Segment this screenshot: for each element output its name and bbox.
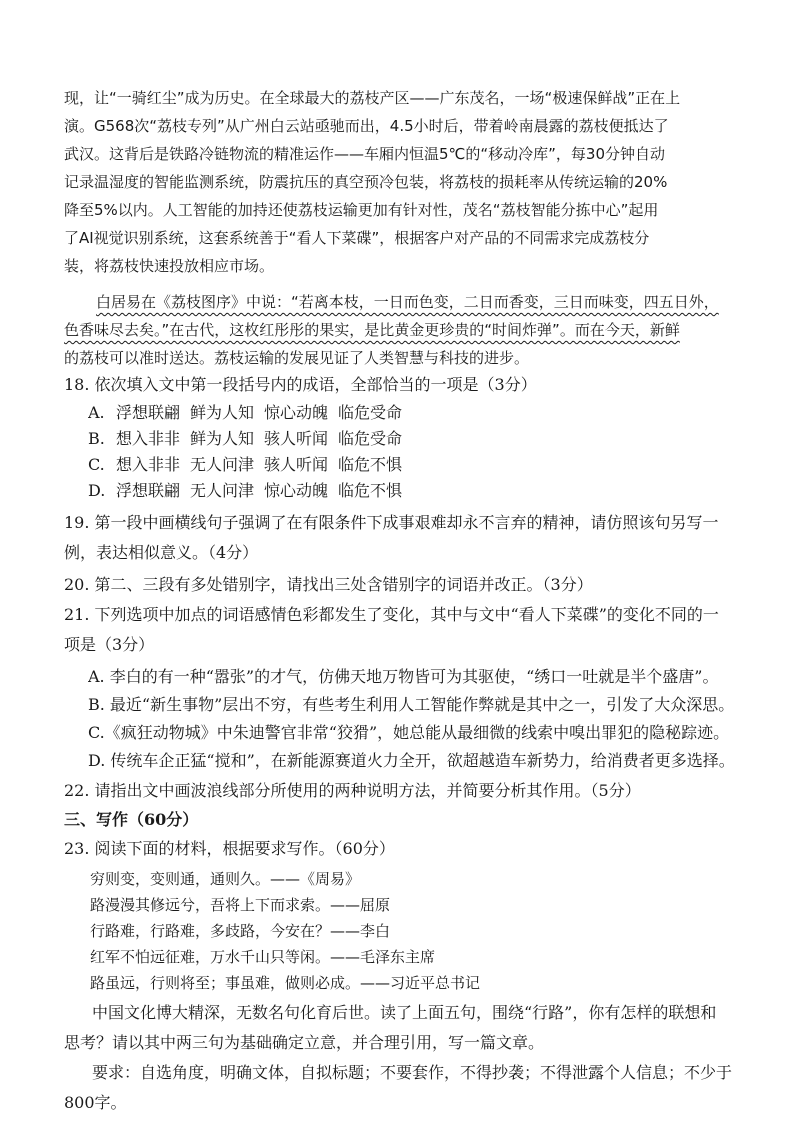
passage-paragraph-2 <box>64 288 794 372</box>
question-18-option-d <box>88 478 788 504</box>
passage-line: 了AI视觉识别系统，这套系统善于“看人下菜碟”，根据客户对产品的不同需求完成荔枝分 <box>64 229 650 247</box>
option-word: 临危受命 <box>338 403 403 422</box>
question-line: 19. 第一段中画横线句子强调了在有限条件下成事艰难却永不言弃的精神，请仿照该句另写一 <box>64 513 719 532</box>
option-letter: A. <box>88 403 105 422</box>
quote-item: 行路难，行路难，多歧路，今安在？——李白 <box>90 922 391 940</box>
option-word: 惊心动魄 <box>264 481 329 500</box>
writing-prompt <box>64 998 784 1058</box>
option-word: 惊心动魄 <box>264 403 329 422</box>
question-line: 22. 请指出文中画波浪线部分所使用的两种说明方法，并简要分析其作用。（5分） <box>64 781 641 800</box>
question-20 <box>64 570 784 600</box>
passage-line <box>64 316 794 344</box>
passage-line: 记录温湿度的智能监测系统，防震抗压的真空预冷包装，将荔枝的损耗率从传统运输的20% <box>64 173 668 191</box>
option-word: 临危受命 <box>338 429 403 448</box>
option-word: 骇人听闻 <box>264 429 329 448</box>
option-word: 无人问津 <box>190 455 255 474</box>
question-21 <box>64 600 784 660</box>
option-word: 想入非非 <box>116 455 181 474</box>
quote-item: 穷则变，变则通，通则久。——《周易》 <box>90 870 361 888</box>
question-19 <box>64 508 784 568</box>
quote-item: 路虽远，行则将至；事虽难，做则必成。——习近平总书记 <box>90 974 481 992</box>
question-18-option-a <box>88 400 788 426</box>
option-word: 骇人听闻 <box>264 455 329 474</box>
passage-wavy-line: 色香味尽去矣。”在古代，这枚红彤彤的果实，是比黄金更珍贵的“时间炸弹”。而在今天，新鲜 <box>64 321 680 339</box>
question-line: 例，表达相似意义。（4分） <box>64 543 259 562</box>
question-21-option-d: D. 传统车企正猛“搅和”，在新能源赛道火力全开，欲超越造车新势力，给消费者更多选择。 <box>88 751 735 770</box>
passage-line: 降至5%以内。人工智能的加持还使荔枝运输更加有针对性，茂名“荔枝智能分拣中心”起用 <box>64 201 659 219</box>
option-letter: B. <box>88 429 105 448</box>
option-word: 想入非非 <box>116 429 181 448</box>
question-21-option-c: C.《疯狂动物城》中朱迪警官非常“狡猾”，她总能从最细微的线索中嗅出罪犯的隐秘踪迹。 <box>88 723 730 742</box>
requirement-line: 要求：自选角度，明确文体，自拟标题；不要套作，不得抄袭；不得泄露个人信息；不少于 <box>92 1063 733 1082</box>
question-line: 20. 第二、三段有多处错别字，请找出三处含错别字的词语并改正。（3分） <box>64 575 593 594</box>
writing-requirement <box>64 1058 784 1118</box>
option-word: 浮想联翩 <box>116 481 181 500</box>
passage-line: 武汉。这背后是铁路冷链物流的精准运作——车厢内恒温5℃的“移动冷库”，每30分钟自动 <box>64 145 666 163</box>
question-22 <box>64 776 784 806</box>
question-18-option-c <box>88 452 788 478</box>
option-word: 无人问津 <box>190 481 255 500</box>
passage-wavy-line: 白居易在《荔枝图序》中说：“若离本枝，一日而色变，二日而香变，三日而味变，四五日外， <box>96 293 719 311</box>
passage-line: 演。G568次“荔枝专列”从广州白云站亟驰而出，4.5小时后，带着岭南晨露的荔枝便抵达了 <box>64 117 669 135</box>
option-word: 鲜为人知 <box>190 429 255 448</box>
question-23-stem: 23. 阅读下面的材料，根据要求写作。（60分） <box>64 839 395 858</box>
option-letter: D. <box>88 481 106 500</box>
requirement-line: 800字。 <box>64 1093 127 1112</box>
passage-line: 装，将荔枝快速投放相应市场。 <box>64 257 275 275</box>
question-18-stem: 18. 依次填入文中第一段括号内的成语，全部恰当的一项是（3分） <box>64 375 537 394</box>
question-21-option-a: A. 李白的有一种“嚣张”的才气，仿佛天地万物皆可为其驱使，“绣口一吐就是半个盛唐”。 <box>88 667 719 686</box>
option-letter: C. <box>88 455 105 474</box>
passage-paragraph-1 <box>64 84 794 280</box>
question-21-option-b: B. 最近“新生事物”层出不穷，有些考生利用人工智能作弊就是其中之一，引发了大众深思。 <box>88 695 735 714</box>
option-word: 鲜为人知 <box>190 403 255 422</box>
passage-line: 的荔枝可以准时送达。荔枝运输的发展见证了人类智慧与科技的进步。 <box>64 349 530 367</box>
passage-line: 现，让“一骑红尘”成为历史。在全球最大的荔枝产区——广东茂名，一场“极速保鲜战”正在上 <box>64 89 681 107</box>
question-line: 项是（3分） <box>64 635 155 654</box>
quote-item: 路漫漫其修远兮，吾将上下而求索。——屈原 <box>90 896 391 914</box>
option-word: 临危不惧 <box>338 455 403 474</box>
quote-list <box>90 866 480 996</box>
option-word: 临危不惧 <box>338 481 403 500</box>
question-18-option-b <box>88 426 788 452</box>
section-title-writing: 三、写作（60分） <box>64 810 199 829</box>
option-word: 浮想联翩 <box>116 403 181 422</box>
prompt-line: 思考？请以其中两三句为基础确定立意，并合理引用，写一篇文章。 <box>64 1033 545 1052</box>
question-line: 21. 下列选项中加点的词语感情色彩都发生了变化，其中与文中“看人下菜碟”的变化不同的一 <box>64 605 719 624</box>
quote-item: 红军不怕远征难，万水千山只等闲。——毛泽东主席 <box>90 948 436 966</box>
prompt-line: 中国文化博大精深，无数名句化育后世。读了上面五句，围绕“行路”，你有怎样的联想和 <box>92 1003 717 1022</box>
